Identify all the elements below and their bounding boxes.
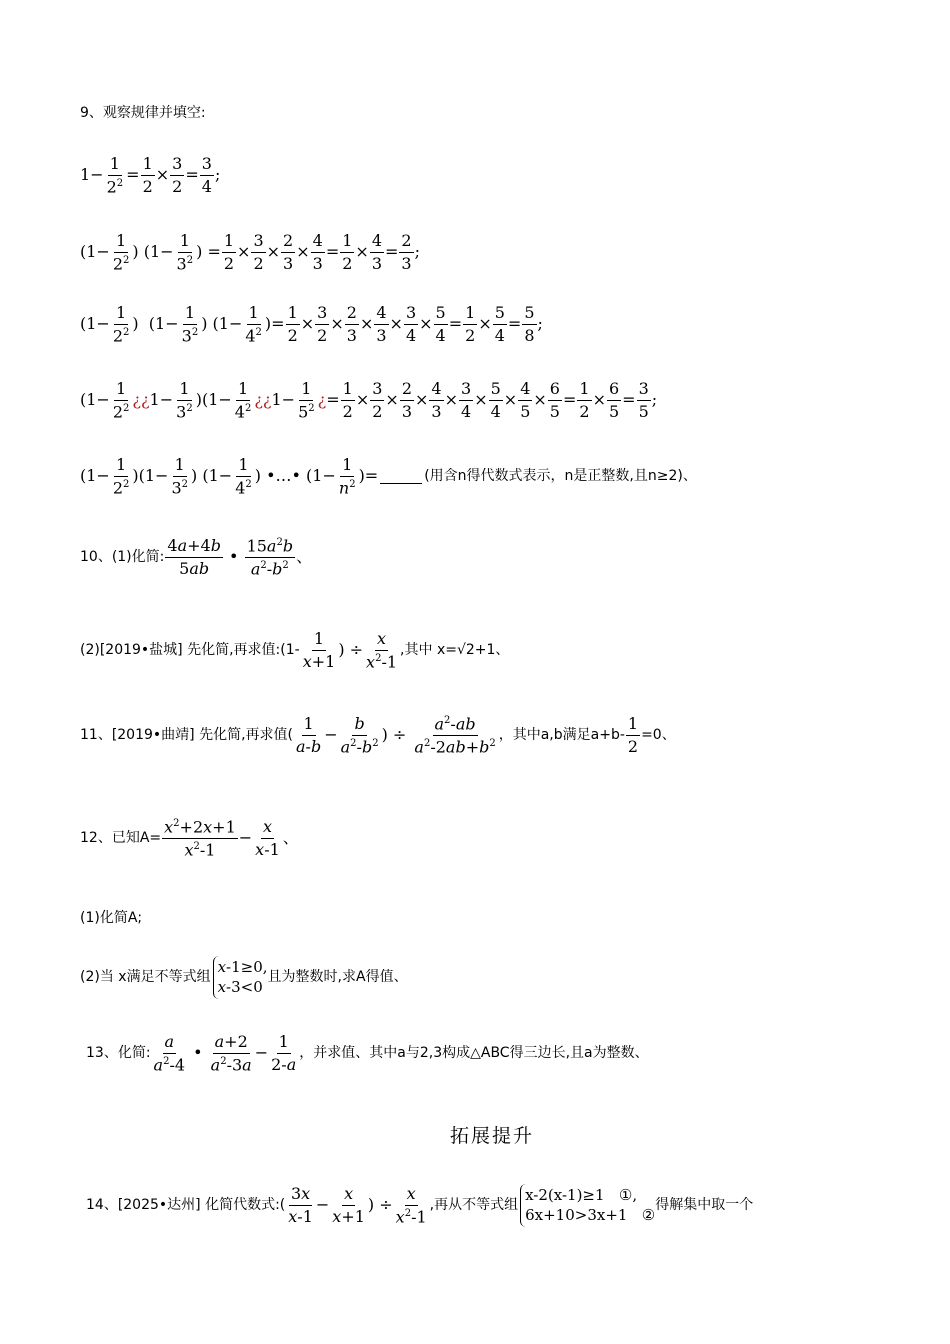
q9-intro: 9、观察规律并填空: <box>80 105 206 121</box>
q14-tail: 得解集中取一个 <box>655 1197 754 1214</box>
q10-part1-label: 10、(1)化简: <box>80 549 165 566</box>
q13: 13、化简: a $a^2-4$ • a+2 $a^2-3a$ − 1 2-a ，并求值、其中a与2,3构成△ABC得三边长,且a为整数、 <box>86 1032 649 1074</box>
ineq-2: 6x+10>3x+1 <box>525 1206 628 1225</box>
q11: 11、[2019•曲靖] 先化简,再求值( 1 a-b − b $a^2-b^2$ ) ÷ $a^2-ab$ $a^2-2ab+b^2$ ，其中a,b满足a+b- $\frac{1}{2}$ =0、 <box>80 714 676 757</box>
q14: 14、[2025•达州] 化简代数式:( 3x x-1 − x x+1 ) ÷ x $x^2-1$ ,再从不等式组 x-2(x-1)≥1 ①, 6x+10>3x+1 ② 得解集中取一个 <box>86 1183 754 1226</box>
q14-label: 14、[2025•达州] 化简代数式:( <box>86 1197 286 1214</box>
q9-eq2: (1− 1 $2^2$ ) (1− 1 $3^2$ ) = 1 2 × 3 2 × 2 3 × 4 3 = 1 2 × 4 3 = 2 3 ; <box>80 231 420 273</box>
q9-eq5: (1− 1 $2^2$ )(1− 1 $3^2$ ) (1− 1 $4^2$ ) •…• (1− 1 $n^2$ )= (用含n得代数式表示，n是正整数,且n≥2)、 <box>80 455 697 497</box>
q12: 12、已知A= $x^2+2x+1$ $x^2-1$ − x x-1 、 <box>80 817 299 860</box>
q14-inequality-system: x-2(x-1)≥1 ①, 6x+10>3x+1 ② <box>520 1184 655 1227</box>
q9-eq4: (1− 1 $2^2$ ¿¿ 1− 1 $3^2$ )(1− 1 $4^2$ ¿¿ 1− 1 $5^2$ ¿ = 1 2 × 3 2 × 2 3 × 4 3 × 3 4 × 5 4 × 4 5 × 6 5 = 1 2 × 6 5 = 3 5 ; <box>80 379 658 421</box>
q13-label: 13、化简: <box>86 1045 151 1062</box>
q14-mid: ,再从不等式组 <box>429 1197 519 1214</box>
q12-sub2-label: (2)当 x满足不等式组 <box>80 969 211 986</box>
ineq-1: x-2(x-1)≥1 <box>525 1186 605 1204</box>
q10-part2-where: ,其中 x=√2+1、 <box>400 642 510 659</box>
q9-eq1: 1− 1 $2^2$ = 1 2 × 3 2 = 3 4 ; <box>80 154 221 196</box>
mark-2: ② <box>641 1206 656 1225</box>
q12-sub1: (1)化简A; <box>80 910 143 926</box>
q10-part2-label: (2)[2019•盐城] 先化简,再求值:(1- <box>80 642 300 659</box>
mark-1: ① <box>618 1186 633 1204</box>
inequality-system: x-1≥0, x-3<0 <box>213 956 268 999</box>
q11-end: =0、 <box>641 727 676 744</box>
q10-part2: (2)[2019•盐城] 先化简,再求值:(1- 1 x+1 ) ÷ x $x^2-1$ ,其中 x=√2+1、 <box>80 629 510 671</box>
q12-sub2-tail: 且为整数时,求A得值、 <box>267 969 408 986</box>
q12-sub2 <box>80 956 408 999</box>
q11-label: 11、[2019•曲靖] 先化简,再求值( <box>80 727 293 744</box>
q9-eq3: (1− 1 $2^2$ ) (1− 1 $3^2$ ) (1− 1 $4^2$ )= 1 2 × 3 2 × 2 3 × 4 3 × 3 4 × 5 4 = 1 2 × 5 4 = 5 8 ; <box>80 303 543 345</box>
q12-label: 12、已知A= <box>80 830 162 847</box>
answer-blank[interactable] <box>380 469 422 484</box>
section-heading: 拓展提升 <box>450 1125 535 1147</box>
q10-part1: 10、(1)化简: 4a+4b 5ab • $15a^2b$ $a^2-b^2$ 、 <box>80 536 313 579</box>
q13-tail: ，并求值、其中a与2,3构成△ABC得三边长,且a为整数、 <box>299 1045 649 1062</box>
q11-where: ，其中a,b满足a+b- <box>498 727 625 744</box>
q9-tail: (用含n得代数式表示，n是正整数,且n≥2)、 <box>424 468 697 485</box>
